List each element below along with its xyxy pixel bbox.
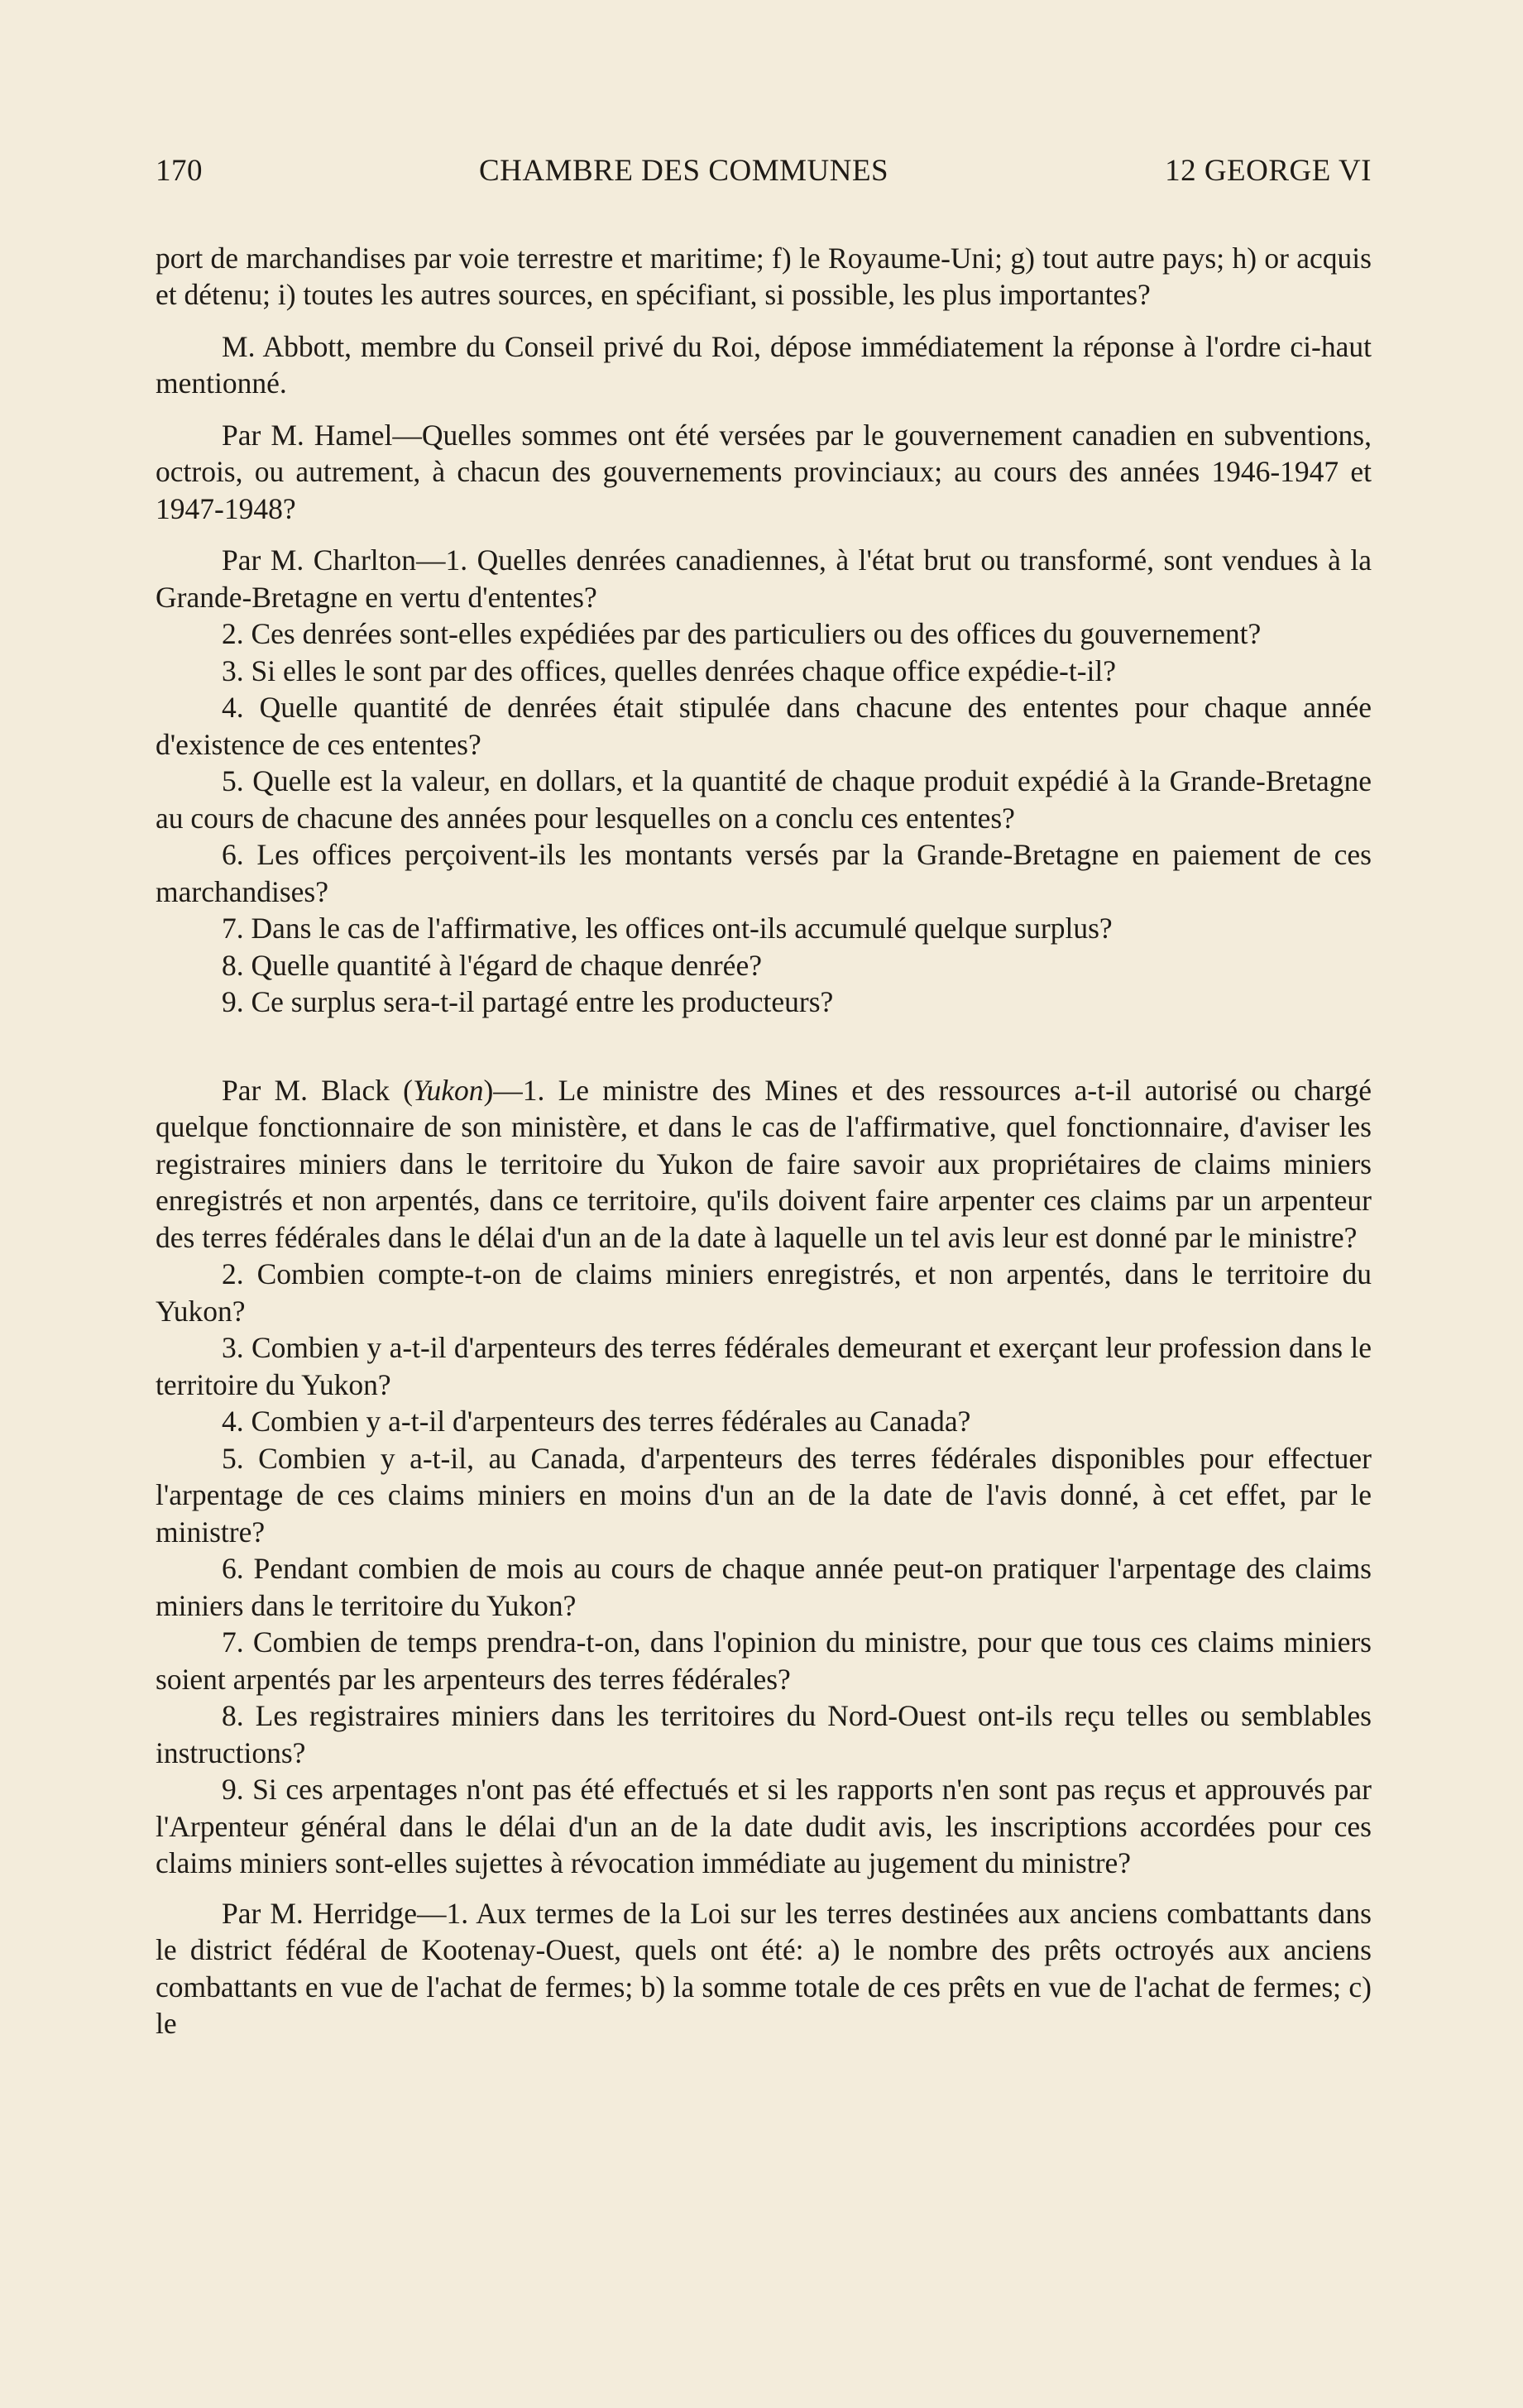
lead-text: )—1. Le ministre des Mines et des ressources a-t-il autorisé ou chargé quelque fonctionnaire de son ministère, et dans le cas de l'affirmative, quel fonctionnaire, d'aviser les registraires miniers dans le territoire du Yukon de faire savoir aux propriétaires de claims miniers enregistrés et non arpentés, dans ce territoire, qu'ils doivent faire arpenter ces claims par un arpenteur des terres fédérales dans le délai d'un an de la date à laquelle un tel avis leur est donné par le ministre? [156, 1073, 1372, 1254]
running-title: CHAMBRE DES COMMUNES [478, 154, 889, 188]
page-header [156, 153, 1372, 190]
list-item: 5. Combien y a-t-il, au Canada, d'arpenteurs des terres fédérales disponibles pour effectuer l'arpentage de ces claims miniers en moins d'un an de la date de l'avis donné, à cet effet, par le ministre? [156, 1441, 1372, 1549]
list-item: 6. Pendant combien de mois au cours de chaque année peut-on pratiquer l'arpentage des claims miniers dans le territoire du Yukon? [156, 1552, 1372, 1622]
paragraph-continued: port de marchandises par voie terrestre et maritime; f) le Royaume-Uni; g) tout autre pays; h) or acquis et détenu; i) toutes les autres sources, en spécifiant, si possible, les plus importantes? [156, 241, 1372, 311]
list-item: 4. Combien y a-t-il d'arpenteurs des terres fédérales au Canada? [222, 1405, 971, 1438]
list-item: 8. Les registraires miniers dans les territoires du Nord-Ouest ont-ils reçu telles ou semblables instructions? [156, 1699, 1372, 1769]
list-item: Par M. Charlton—1. Quelles denrées canadiennes, à l'état brut ou transformé, sont vendues à la Grande-Bretagne en vertu d'ententes? [156, 543, 1372, 614]
questions-black [156, 1072, 1372, 1882]
question-black-lead [156, 1072, 1372, 1257]
session-label: 12 GEORGE VI [1165, 154, 1372, 188]
list-item: 7. Dans le cas de l'affirmative, les offices ont-ils accumulé quelque surplus? [222, 912, 1113, 945]
list-item: 7. Combien de temps prendra-t-on, dans l'opinion du ministre, pour que tous ces claims miniers soient arpentés par les arpenteurs des terres fédérales? [156, 1625, 1372, 1696]
document-page [156, 153, 1372, 2042]
list-item: 3. Combien y a-t-il d'arpenteurs des terres fédérales demeurant et exerçant leur profession dans le territoire du Yukon? [156, 1331, 1372, 1401]
riding-name: Yukon [412, 1073, 484, 1107]
list-item: 3. Si elles le sont par des offices, quelles denrées chaque office expédie-t-il? [222, 653, 1117, 687]
list-item: 5. Quelle est la valeur, en dollars, et la quantité de chaque produit expédié à la Grande-Bretagne au cours de chacune des années pour lesquelles on a conclu ces ententes? [156, 764, 1372, 835]
question-hamel: Par M. Hamel—Quelles sommes ont été versées par le gouvernement canadien en subventions, octrois, ou autrement, à chacun des gouvernements provinciaux; au cours des années 1946-1947 et 1947-1948? [156, 418, 1372, 525]
list-item: 6. Les offices perçoivent-ils les montants versés par la Grande-Bretagne en paiement de ces marchandises? [156, 838, 1372, 908]
lead-text: Par M. Black ( [222, 1073, 413, 1107]
list-item: 4. Quelle quantité de denrées était stipulée dans chacune des ententes pour chaque année d'existence de ces ententes? [156, 691, 1372, 761]
list-item: 2. Ces denrées sont-elles expédiées par des particuliers ou des offices du gouvernement? [222, 617, 1262, 650]
question-herridge: Par M. Herridge—1. Aux termes de la Loi sur les terres destinées aux anciens combattants dans le district fédéral de Kootenay-Ouest, quels ont été: a) le nombre des prêts octroyés aux anciens combattants en vue de l'achat de fermes; b) la somme totale de ces prêts en vue de l'achat de fermes; c) le [156, 1896, 1372, 2040]
paragraph-abbott: M. Abbott, membre du Conseil privé du Roi, dépose immédiatement la réponse à l'ordre ci-haut mentionné. [156, 329, 1372, 400]
questions-charlton [156, 542, 1372, 1021]
page-number: 170 [156, 154, 203, 188]
list-item: 2. Combien compte-t-on de claims miniers enregistrés, et non arpentés, dans le territoire du Yukon? [156, 1257, 1372, 1328]
list-item: 9. Si ces arpentages n'ont pas été effectués et si les rapports n'en sont pas reçus et approuvés par l'Arpenteur général dans le délai d'un an de la date dudit avis, les inscriptions accordées pour ces claims miniers sont-elles sujettes à révocation immédiate au jugement du ministre? [156, 1773, 1372, 1879]
list-item: 9. Ce surplus sera-t-il partagé entre les producteurs? [222, 985, 834, 1018]
list-item: 8. Quelle quantité à l'égard de chaque denrée? [222, 948, 762, 982]
